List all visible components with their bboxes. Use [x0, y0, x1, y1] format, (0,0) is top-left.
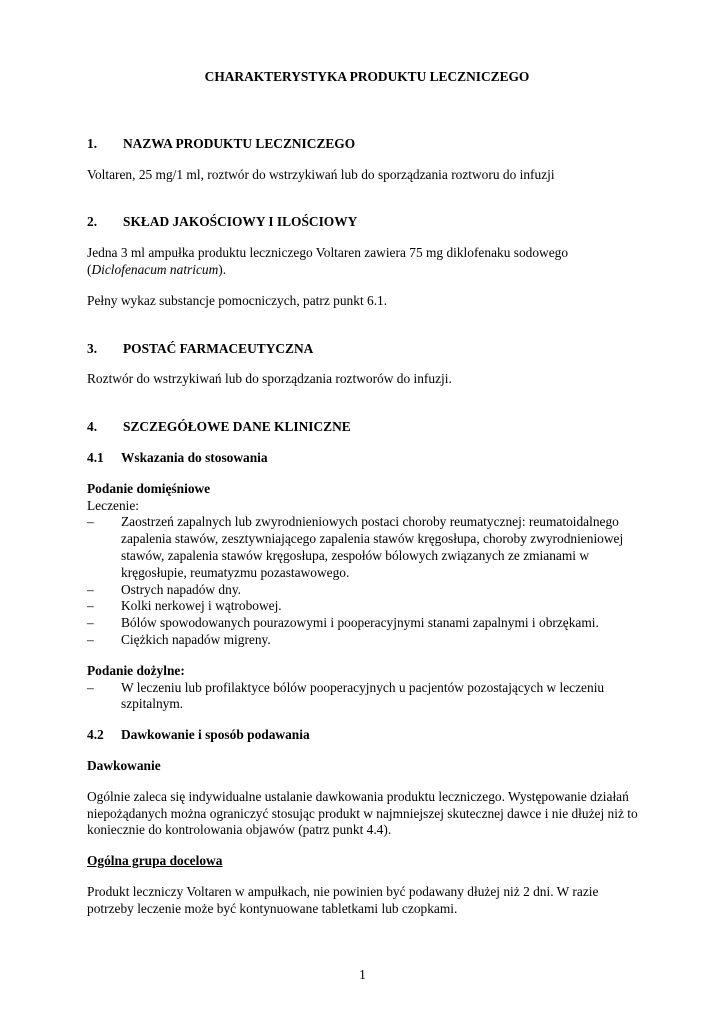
- target-group-text: Produkt leczniczy Voltaren w ampułkach, nie powinien być podawany dłużej niż 2 dni. W razie potrzeby leczenie może być kontynuowane tabletkami lub czopkami.: [87, 883, 599, 916]
- list-item-text: Bólów spowodowanych pourazowymi i pooperacyjnymi stanami zapalnymi i obrzękami.: [121, 615, 599, 631]
- section-1-number: 1.: [87, 135, 98, 151]
- im-heading: Podanie domięśniowe: [87, 480, 211, 496]
- document-page: [87, 66, 647, 918]
- dash-marker: –: [87, 679, 94, 695]
- section-2-paragraph-1: [87, 245, 647, 279]
- dash-marker: –: [87, 514, 94, 530]
- section-2-p1-end: ).: [218, 261, 227, 277]
- subsection-4-1-heading: [87, 450, 647, 467]
- dosing-text: Ogólnie zaleca się indywidualne ustalanie dawkowania produktu leczniczego. Występowanie działań niepożądanych można ograniczyć stosując produkt w najmniejszej skutecznej dawce i nie dłużej niż to koniecznie do kontrolowania objawów (patrz punkt 4.4).: [87, 788, 638, 838]
- section-2-title: SKŁAD JAKOŚCIOWY I ILOŚCIOWY: [123, 214, 358, 230]
- list-item: [87, 632, 647, 649]
- list-item-text: Ostrych napadów dny.: [121, 581, 241, 597]
- section-4-title: SZCZEGÓŁOWE DANE KLINICZNE: [123, 419, 351, 435]
- section-2-paragraph-2: Pełny wykaz substancje pomocniczych, patrz punkt 6.1.: [87, 292, 388, 308]
- section-3-number: 3.: [87, 340, 98, 356]
- list-item: [87, 598, 647, 615]
- section-2-number: 2.: [87, 214, 98, 230]
- section-2-heading: [87, 214, 647, 231]
- list-item: [87, 582, 647, 599]
- section-2-p1-text: Jedna 3 ml ampułka produktu leczniczego Voltaren zawiera 75 mg diklofenaku sodowego (: [87, 245, 569, 277]
- section-3-title: POSTAĆ FARMACEUTYCZNA: [123, 340, 314, 356]
- dosing-heading: Dawkowanie: [87, 757, 161, 773]
- subsection-4-2-title: Dawkowanie i sposób podawania: [121, 727, 310, 743]
- section-3-text: Roztwór do wstrzykiwań lub do sporządzania roztworów do infuzji.: [87, 371, 452, 387]
- section-1-heading: [87, 136, 647, 153]
- list-item-text: Ciężkich napadów migreny.: [121, 631, 271, 647]
- page-number: 1: [359, 967, 366, 982]
- subsection-4-2-number: 4.2: [87, 727, 104, 743]
- document-title: CHARAKTERYSTYKA PRODUKTU LECZNICZEGO: [204, 69, 530, 84]
- section-3-heading: [87, 341, 647, 358]
- section-2-p1-latin: Diclofenacum natricum: [91, 261, 219, 277]
- list-item-text: W leczeniu lub profilaktyce bólów pooperacyjnych u pacjentów pozostających w leczeniu szpitalnym.: [121, 679, 605, 712]
- list-item-text: Kolki nerkowej i wątrobowej.: [121, 598, 282, 614]
- section-1-text: Voltaren, 25 mg/1 ml, roztwór do wstrzykiwań lub do sporządzania roztworu do infuzji: [87, 166, 555, 182]
- subsection-4-1-title: Wskazania do stosowania: [121, 449, 268, 465]
- iv-indication-list: [87, 680, 647, 714]
- target-group-heading: Ogólna grupa docelowa: [87, 853, 223, 869]
- subsection-4-1-number: 4.1: [87, 449, 104, 465]
- dash-marker: –: [87, 581, 94, 597]
- section-1-title: NAZWA PRODUKTU LECZNICZEGO: [123, 135, 356, 151]
- section-4-heading: [87, 419, 647, 436]
- im-indication-list: [87, 514, 647, 648]
- dash-marker: –: [87, 615, 94, 631]
- section-4-number: 4.: [87, 419, 98, 435]
- list-item: [87, 514, 647, 581]
- list-item: [87, 615, 647, 632]
- dash-marker: –: [87, 631, 94, 647]
- list-item: [87, 680, 647, 714]
- list-item-text: Zaostrzeń zapalnych lub zwyrodnieniowych postaci choroby reumatycznej: reumatoidalnego zapalenia stawów, zesztywniającego zapalenia stawów kręgosłupa, choroby zwyrodnieniowej stawów, zapalenia stawów kręgosłupa, zespołów bólowych związanych ze zmianami w kręgosłupie, reumatyzmu pozastawowego.: [121, 514, 624, 580]
- dash-marker: –: [87, 598, 94, 614]
- iv-heading: Podanie dożylne:: [87, 662, 185, 678]
- im-intro: Leczenie:: [87, 497, 140, 513]
- subsection-4-2-heading: [87, 727, 647, 744]
